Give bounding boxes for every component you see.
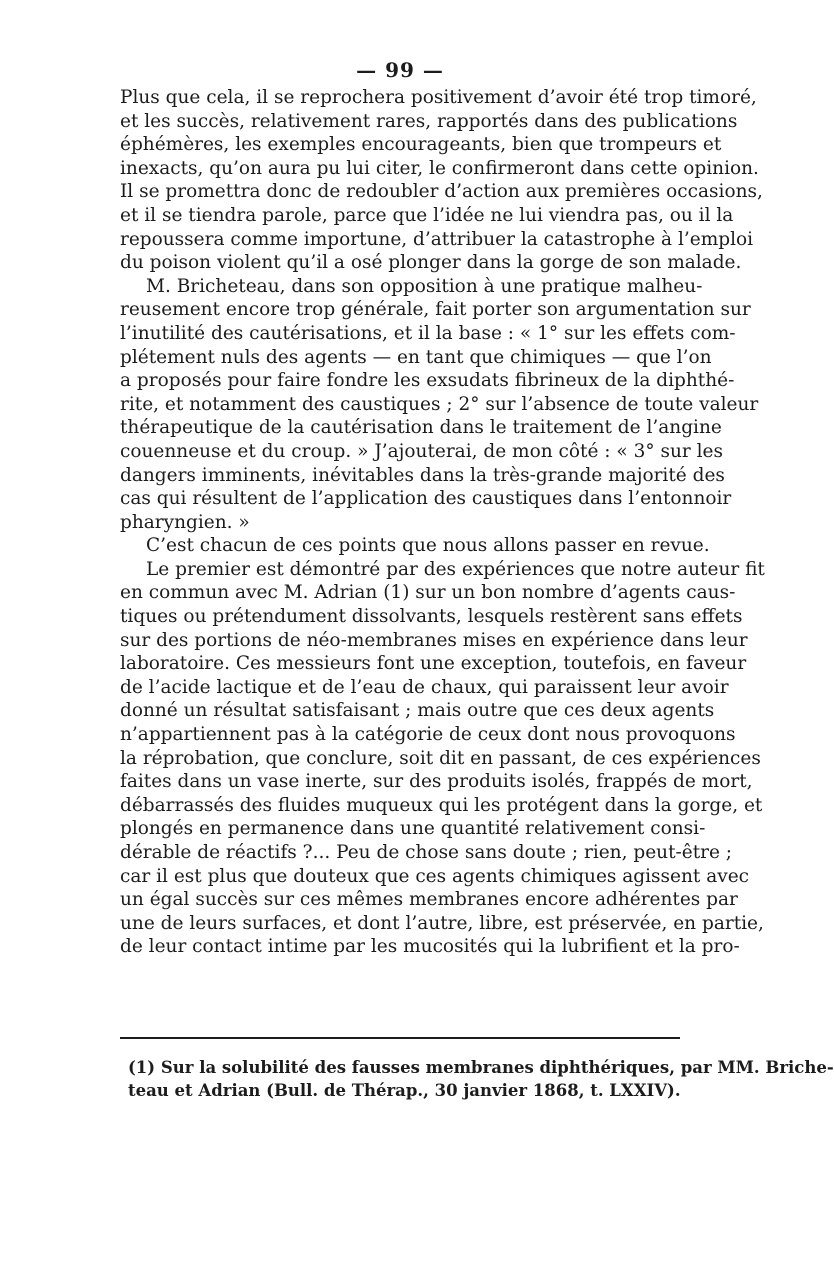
text-line: l’inutilité des cautérisations, et il la base : « 1° sur les effets com- — [120, 322, 736, 344]
page-number: — 99 — — [356, 58, 444, 82]
text-line: sur des portions de néo-membranes mises en expérience dans leur — [120, 629, 748, 651]
text-line: laboratoire. Ces messieurs font une exception, toutefois, en faveur — [120, 653, 747, 675]
footnote-divider — [120, 1037, 680, 1039]
text-line: C’est chacun de ces points que nous allons passer en revue. — [146, 535, 710, 557]
text-line: car il est plus que douteux que ces agents chimiques agissent avec — [120, 865, 750, 887]
text-line: une de leurs surfaces, et dont l’autre, libre, est préservée, en partie, — [120, 912, 764, 934]
text-line: tiques ou prétendument dissolvants, lesquels restèrent sans effets — [120, 606, 743, 628]
text-line: dangers imminents, inévitables dans la très-grande majorité des — [120, 464, 725, 486]
text-line: faites dans un vase inerte, sur des produits isolés, frappés de mort, — [120, 771, 753, 793]
text-line: cas qui résultent de l’application des caustiques dans l’entonnoir — [120, 488, 732, 510]
text-line: Il se promettra donc de redoubler d’action aux premières occasions, — [120, 181, 763, 203]
text-line: de leur contact intime par les mucosités qui la lubrifient et la pro- — [120, 936, 740, 958]
footnote-line: teau et Adrian (Bull. de Thérap., 30 janvier 1868, t. LXXIV). — [128, 1081, 681, 1100]
text-line: couenneuse et du croup. » J’ajouterai, de mon côté : « 3° sur les — [120, 440, 724, 462]
text-line: Le premier est démontré par des expériences que notre auteur fit — [146, 558, 765, 580]
text-line: Plus que cela, il se reprochera positivement d’avoir été trop timoré, — [120, 87, 757, 108]
text-line: n’appartiennent pas à la catégorie de ceux dont nous provoquons — [120, 724, 736, 746]
text-line: de l’acide lactique et de l’eau de chaux, qui paraissent leur avoir — [120, 676, 729, 698]
text-line: plétement nuls des agents — en tant que chimiques — que l’on — [120, 346, 712, 368]
footnote-line: (1) Sur la solubilité des fausses membranes diphthériques, par MM. Briche- — [128, 1058, 834, 1077]
text-line: pharyngien. » — [120, 511, 250, 533]
text-line: donné un résultat satisfaisant ; mais outre que ces deux agents — [120, 700, 715, 722]
text-line: un égal succès sur ces mêmes membranes encore adhérentes par — [120, 889, 738, 911]
text-line: M. Bricheteau, dans son opposition à une pratique malheu- — [146, 275, 703, 297]
text-line: et il se tiendra parole, parce que l’idée ne lui viendra pas, ou il la — [120, 204, 734, 226]
text-line: en commun avec M. Adrian (1) sur un bon nombre d’agents caus- — [120, 582, 736, 604]
footnote — [128, 1056, 834, 1102]
text-line: plongés en permanence dans une quantité relativement consi- — [120, 818, 706, 840]
text-line: débarrassés des fluides muqueux qui les protégent dans la gorge, et — [120, 794, 763, 816]
text-line: rite, et notamment des caustiques ; 2° sur l’absence de toute valeur — [120, 393, 759, 415]
text-line: du poison violent qu’il a osé plonger dans la gorge de son malade. — [120, 252, 742, 274]
text-line: dérable de réactifs ?... Peu de chose sans doute ; rien, peut-être ; — [120, 842, 733, 863]
text-line: reusement encore trop générale, fait porter son argumentation sur — [120, 299, 751, 321]
text-line: inexacts, qu’on aura pu lui citer, le confirmeront dans cette opinion. — [120, 157, 759, 179]
text-line: a proposés pour faire fondre les exsudats fibrineux de la diphthé- — [120, 370, 735, 392]
text-line: la réprobation, que conclure, soit dit en passant, de ces expériences — [120, 747, 761, 769]
body-text — [120, 86, 765, 959]
text-line: repoussera comme importune, d’attribuer la catastrophe à l’emploi — [120, 228, 754, 250]
text-line: éphémères, les exemples encourageants, bien que trompeurs et — [120, 134, 722, 156]
text-line: et les succès, relativement rares, rapportés dans des publications — [120, 110, 738, 132]
text-line: thérapeutique de la cautérisation dans le traitement de l’angine — [120, 417, 722, 439]
